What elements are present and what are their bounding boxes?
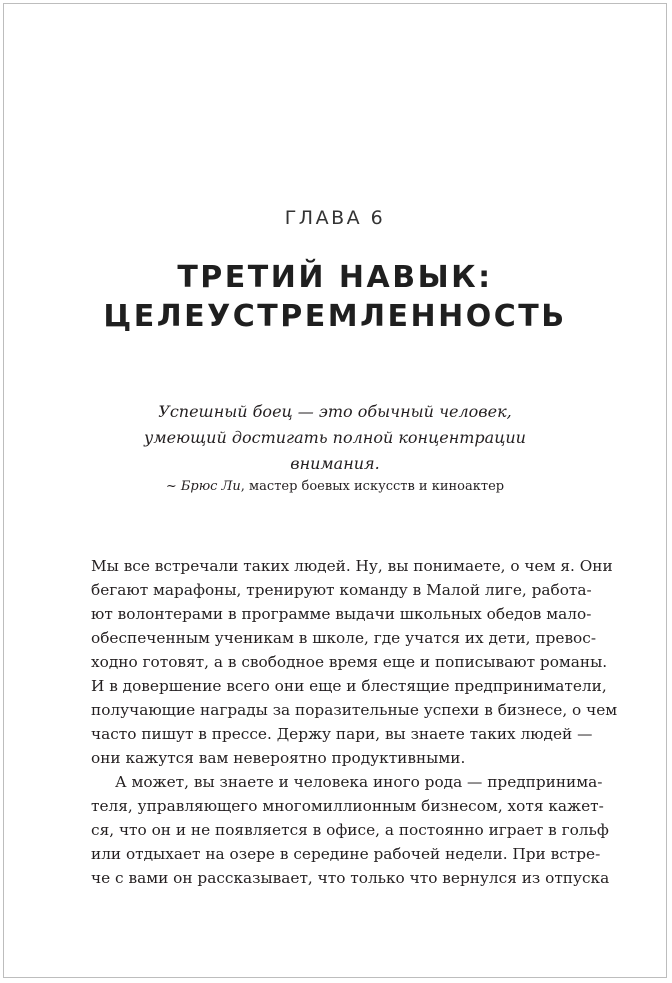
chapter-title-line: ТРЕТИЙ НАВЫК: xyxy=(177,260,493,295)
body-line: обеспеченным ученикам в школе, где учатся их дети, превос- xyxy=(91,629,596,647)
attribution-author: Брюс Ли xyxy=(180,479,241,494)
body-line: Мы все встречали таких людей. Ну, вы понимаете, о чем я. Они xyxy=(91,557,613,575)
body-line: ся, что он и не появляется в офисе, а постоянно играет в гольф xyxy=(91,821,609,839)
body-line: А может, вы знаете и человека иного рода — предпринима- xyxy=(115,773,603,791)
book-page xyxy=(3,3,667,978)
epigraph-attribution xyxy=(4,479,666,494)
chapter-title xyxy=(4,258,666,336)
body-line: они кажутся вам невероятно продуктивными. xyxy=(91,749,466,767)
attribution-dash: ~ xyxy=(165,479,177,494)
epigraph-quote xyxy=(4,399,666,477)
epigraph-line: внимания. xyxy=(290,454,380,473)
body-line: или отдыхает на озере в середине рабочей недели. При встре- xyxy=(91,845,601,863)
chapter-label: ГЛАВА 6 xyxy=(284,207,386,229)
body-text xyxy=(91,554,618,890)
attribution-description: , мастер боевых искусств и киноактер xyxy=(240,479,505,494)
chapter-title-line: ЦЕЛЕУСТРЕМЛЕННОСТЬ xyxy=(103,299,567,334)
epigraph-line: Успешный боец — это обычный человек, xyxy=(158,402,512,421)
body-line: И в довершение всего они еще и блестящие предприниматели, xyxy=(91,677,607,695)
body-line: теля, управляющего многомиллионным бизнесом, хотя кажет- xyxy=(91,797,604,815)
epigraph-line: умеющий достигать полной концентрации xyxy=(144,428,526,447)
body-line: ют волонтерами в программе выдачи школьных обедов мало- xyxy=(91,605,592,623)
body-line: ходно готовят, а в свободное время еще и пописывают романы. xyxy=(91,653,608,671)
body-line: получающие награды за поразительные успехи в бизнесе, о чем xyxy=(91,701,618,719)
body-line: часто пишут в прессе. Держу пари, вы знаете таких людей — xyxy=(91,725,593,743)
body-line: бегают марафоны, тренируют команду в Малой лиге, работа- xyxy=(91,581,592,599)
body-line: че с вами он рассказывает, что только что вернулся из отпуска xyxy=(91,869,610,887)
